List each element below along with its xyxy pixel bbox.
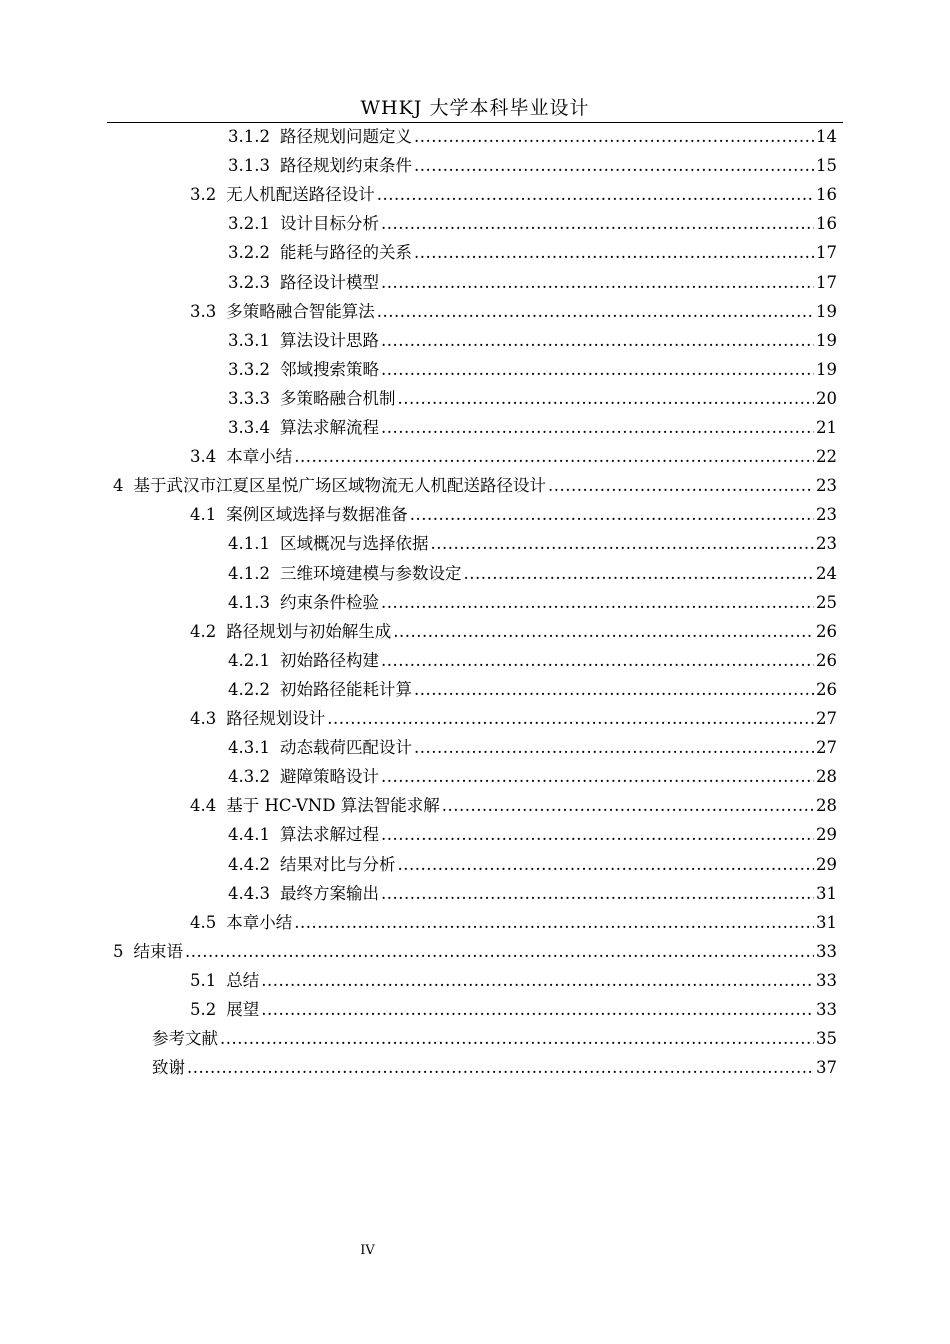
toc-entry-page: 27: [816, 738, 837, 758]
toc-entry-title: 路径规划约束条件: [279, 156, 412, 176]
toc-entry-title: 路径设计模型: [279, 272, 379, 292]
toc-entry-page: 33: [816, 941, 837, 961]
toc-leader-dots: [393, 617, 814, 646]
toc-entry[interactable]: [228, 646, 837, 675]
toc-leader-dots: [414, 238, 814, 267]
toc-entry[interactable]: [228, 413, 837, 442]
toc-entry[interactable]: [228, 355, 837, 384]
toc-leader-dots: [463, 559, 814, 588]
toc-entry-number: 5.1: [190, 970, 217, 990]
toc-leader-dots: [548, 471, 814, 500]
toc-leader-dots: [381, 268, 814, 297]
toc-leader-dots: [377, 297, 814, 326]
toc-entry-page: 33: [816, 1000, 837, 1019]
toc-entry-page: 14: [816, 127, 837, 146]
toc-entry-title: 总结: [226, 970, 260, 990]
toc-entry-page: 28: [816, 767, 837, 787]
toc-entry-page: 17: [816, 272, 837, 292]
toc-entry-title: 致谢: [152, 1058, 185, 1078]
toc-entry[interactable]: [228, 762, 837, 791]
page-number: IV: [360, 1243, 375, 1258]
toc-entry[interactable]: [190, 966, 837, 995]
toc-entry[interactable]: [228, 326, 837, 355]
toc-entry[interactable]: [228, 733, 837, 762]
toc-entry[interactable]: [113, 471, 837, 500]
toc-leader-dots: [294, 442, 814, 471]
toc-entry-page: 23: [816, 534, 837, 554]
toc-entry[interactable]: [190, 704, 837, 733]
toc-leader-dots: [381, 646, 814, 675]
toc-entry-page: 25: [816, 592, 837, 612]
toc-entry[interactable]: [228, 820, 837, 849]
toc-entry-number: 4.1.1: [228, 534, 270, 554]
toc-leader-dots: [414, 675, 814, 704]
toc-entry-page: 15: [816, 156, 837, 176]
toc-entry[interactable]: [152, 1053, 837, 1082]
toc-entry-title: 基于武汉市江夏区星悦广场区域物流无人机配送路径设计: [133, 476, 546, 496]
toc-entry-title: 邻域搜索策略: [279, 359, 379, 379]
toc-entry-page: 33: [816, 970, 837, 990]
toc-entry-title: 路径规划与初始解生成: [226, 621, 392, 641]
toc-entry-number: 3.3.3: [228, 388, 270, 408]
toc-entry[interactable]: [228, 384, 837, 413]
toc-entry[interactable]: [152, 1024, 837, 1053]
toc-entry-number: 4.1: [190, 505, 217, 525]
toc-entry-number: 3.3.1: [228, 330, 270, 350]
toc-entry-title: 结束语: [133, 941, 183, 961]
toc-entry-page: 19: [816, 359, 837, 379]
toc-entry-number: 5.2: [190, 1000, 217, 1019]
toc-leader-dots: [185, 937, 814, 966]
toc-entry-title: 基于 HC-VND 算法智能求解: [226, 796, 440, 816]
toc-entry-number: 3.2.1: [228, 214, 270, 234]
toc-entry-title: 动态载荷匹配设计: [279, 738, 412, 758]
toc-entry-page: 37: [816, 1058, 837, 1078]
toc-entry-title: 路径规划问题定义: [279, 127, 412, 146]
toc-entry-number: 4.4.3: [228, 883, 270, 903]
toc-entry[interactable]: [228, 850, 837, 879]
toc-entry-number: 4.3.1: [228, 738, 270, 758]
toc-entry-title: 结果对比与分析: [279, 854, 396, 874]
toc-entry-title: 约束条件检验: [279, 592, 379, 612]
toc-entry-page: 16: [816, 185, 837, 205]
toc-entry-page: 26: [816, 621, 837, 641]
toc-leader-dots: [442, 791, 814, 820]
toc-entry-page: 23: [816, 476, 837, 496]
toc-entry[interactable]: [228, 588, 837, 617]
toc-entry-title: 参考文献: [152, 1029, 218, 1049]
page-header-title: WHKJ 大学本科毕业设计: [360, 97, 590, 119]
toc-leader-dots: [430, 529, 814, 558]
toc-entry-page: 23: [816, 505, 837, 525]
toc-entry-page: 24: [816, 563, 837, 583]
toc-entry[interactable]: [190, 908, 837, 937]
toc-entry-page: 26: [816, 679, 837, 699]
toc-entry-number: 4.4: [190, 796, 217, 816]
toc-entry-page: 22: [816, 447, 837, 467]
toc-entry[interactable]: [228, 529, 837, 558]
toc-leader-dots: [381, 820, 814, 849]
toc-entry[interactable]: [228, 559, 837, 588]
toc-entry-number: 4.3: [190, 709, 217, 728]
toc-entry-number: 4.3.2: [228, 767, 270, 787]
toc-leader-dots: [414, 733, 814, 762]
toc-leader-dots: [381, 326, 814, 355]
toc-entry[interactable]: [113, 937, 837, 966]
toc-entry-page: 19: [816, 330, 837, 350]
toc-entry-number: 4.1.2: [228, 563, 270, 583]
toc-leader-dots: [381, 355, 814, 384]
toc-entry-title: 无人机配送路径设计: [226, 185, 375, 205]
toc-leader-dots: [294, 908, 814, 937]
toc-entry-page: 27: [816, 709, 837, 728]
toc-leader-dots: [381, 413, 814, 442]
toc-entry[interactable]: [228, 879, 837, 908]
toc-leader-dots: [414, 151, 814, 180]
toc-entry-title: 能耗与路径的关系: [279, 243, 412, 263]
toc-leader-dots: [381, 588, 814, 617]
toc-entry[interactable]: [190, 297, 837, 326]
toc-entry-number: 5: [113, 941, 124, 961]
toc-entry-page: 16: [816, 214, 837, 234]
toc-entry-number: 4: [113, 476, 124, 496]
toc-entry-title: 多策略融合智能算法: [226, 301, 375, 321]
toc-entry-title: 算法求解流程: [279, 418, 379, 437]
toc-entry-page: 21: [816, 418, 837, 437]
toc-entry[interactable]: [190, 617, 837, 646]
toc-entry-number: 3.4: [190, 447, 217, 467]
toc-entry-number: 4.1.3: [228, 592, 270, 612]
toc-leader-dots: [187, 1053, 814, 1082]
toc-entry-title: 本章小结: [226, 447, 293, 467]
toc-leader-dots: [414, 122, 814, 151]
toc-entry-number: 4.4.1: [228, 825, 270, 845]
toc-entry-title: 初始路径能耗计算: [279, 679, 412, 699]
toc-entry[interactable]: [190, 180, 837, 209]
toc-entry-number: 4.4.2: [228, 854, 270, 874]
toc-entry-title: 展望: [226, 1000, 260, 1019]
toc-leader-dots: [381, 762, 814, 791]
toc-entry-page: 17: [816, 243, 837, 263]
toc-entry-number: 3.2.3: [228, 272, 270, 292]
toc-leader-dots: [377, 180, 814, 209]
toc-entry[interactable]: [228, 209, 837, 238]
toc-entry-number: 3.2: [190, 185, 217, 205]
toc-entry[interactable]: [228, 122, 837, 151]
toc-entry-page: 31: [816, 883, 837, 903]
toc-leader-dots: [410, 500, 814, 529]
toc-entry-page: 19: [816, 301, 837, 321]
toc-entry-number: 3.1.2: [228, 127, 270, 146]
toc-entry-page: 28: [816, 796, 837, 816]
toc-entry-page: 26: [816, 650, 837, 670]
toc-entry-title: 最终方案输出: [279, 883, 379, 903]
toc-entry[interactable]: [190, 442, 837, 471]
toc-leader-dots: [381, 879, 814, 908]
toc-entry-page: 35: [816, 1029, 837, 1049]
toc-entry-page: 29: [816, 825, 837, 845]
toc-entry-number: 4.2: [190, 621, 217, 641]
toc-leader-dots: [220, 1024, 814, 1053]
toc-entry[interactable]: [190, 791, 837, 820]
toc-entry[interactable]: [190, 500, 837, 529]
toc-entry[interactable]: [228, 151, 837, 180]
toc-entry-number: 3.3.2: [228, 359, 270, 379]
toc-entry-number: 3.3: [190, 301, 217, 321]
toc-entry-page: 31: [816, 912, 837, 932]
toc-leader-dots: [397, 384, 814, 413]
toc-entry-page: 29: [816, 854, 837, 874]
toc-entry[interactable]: [190, 995, 837, 1024]
toc-entry-number: 4.2.1: [228, 650, 270, 670]
toc-entry-title: 设计目标分析: [279, 214, 379, 234]
toc-entry-number: 3.3.4: [228, 418, 270, 437]
toc-entry-title: 初始路径构建: [279, 650, 379, 670]
toc-entry[interactable]: [228, 238, 837, 267]
toc-entry[interactable]: [228, 675, 837, 704]
toc-entry-title: 区域概况与选择依据: [279, 534, 429, 554]
toc-entry-title: 三维环境建模与参数设定: [279, 563, 462, 583]
toc-leader-dots: [261, 966, 814, 995]
toc-entry[interactable]: [228, 268, 837, 297]
toc-entry-title: 算法求解过程: [279, 825, 379, 845]
toc-entry-number: 4.5: [190, 912, 217, 932]
toc-entry-title: 案例区域选择与数据准备: [226, 505, 408, 525]
toc-entry-number: 4.2.2: [228, 679, 270, 699]
toc-entry-title: 本章小结: [226, 912, 293, 932]
toc-leader-dots: [327, 704, 814, 733]
toc-leader-dots: [397, 850, 814, 879]
toc-entry-number: 3.1.3: [228, 156, 270, 176]
toc-entry-page: 20: [816, 388, 837, 408]
toc-entry-title: 避障策略设计: [279, 767, 379, 787]
toc-entry-title: 多策略融合机制: [279, 388, 396, 408]
toc-entry-title: 路径规划设计: [226, 709, 326, 728]
toc-entry-title: 算法设计思路: [279, 330, 379, 350]
toc-leader-dots: [381, 209, 814, 238]
toc-leader-dots: [261, 995, 814, 1024]
toc-entry-number: 3.2.2: [228, 243, 270, 263]
